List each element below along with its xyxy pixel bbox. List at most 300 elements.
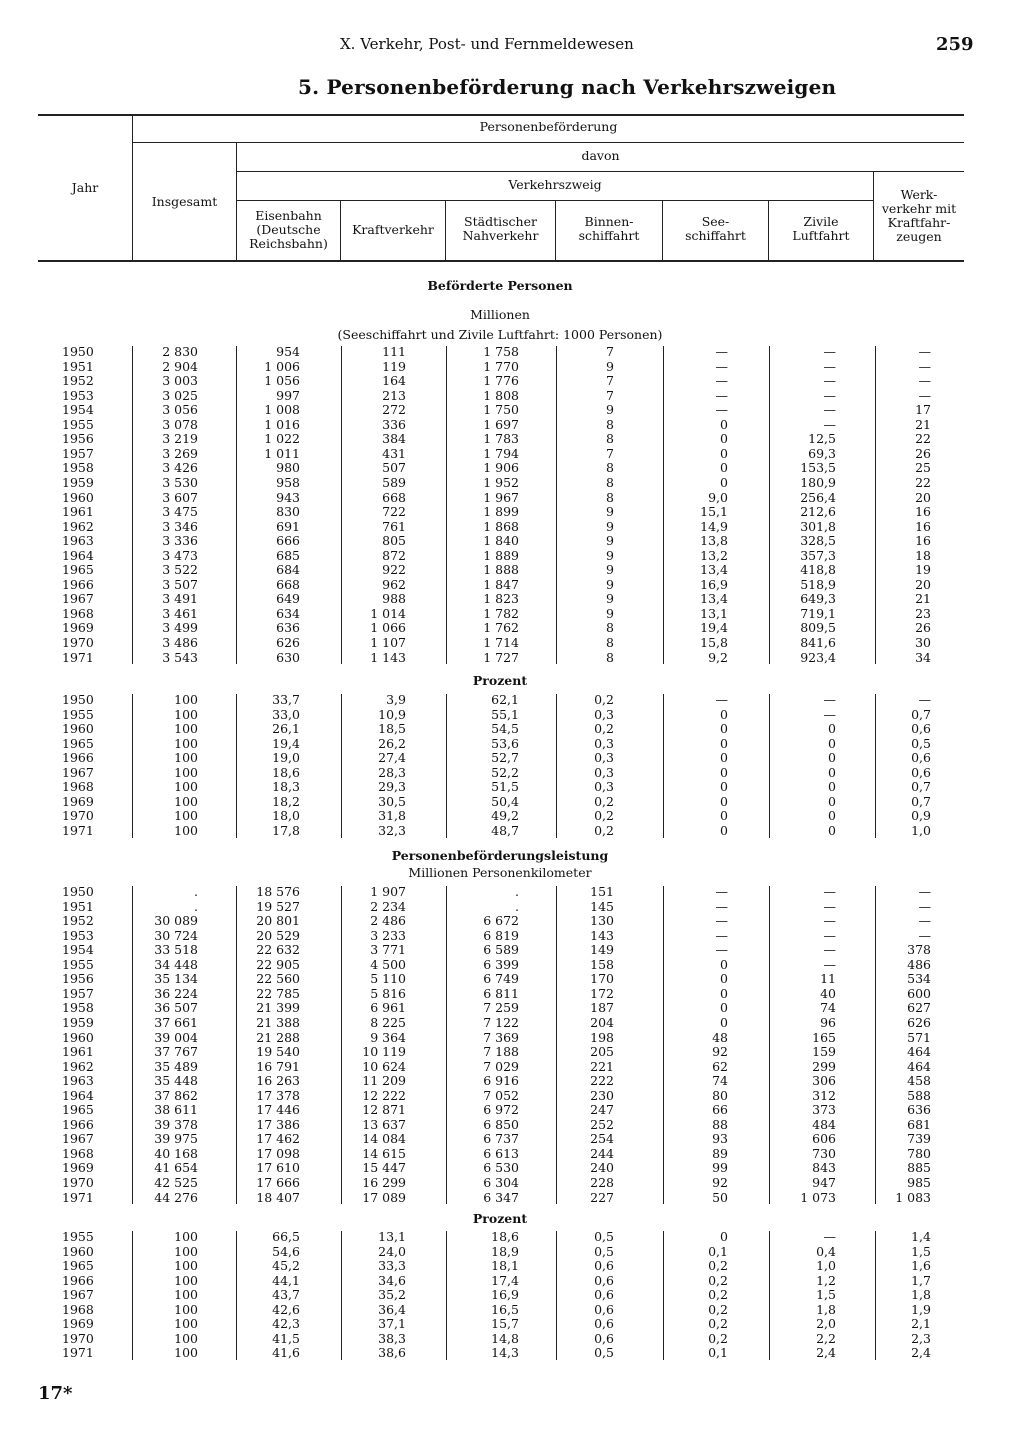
cell-eisenbahn: 636 [276, 620, 300, 636]
cell-eisenbahn: 997 [276, 387, 300, 403]
cell-binnenschiffahrt: 252 [590, 1116, 614, 1132]
column-divider [875, 694, 876, 838]
cell-eisenbahn: 684 [276, 562, 300, 578]
header-insgesamt: Insgesamt [151, 194, 218, 209]
section-unit-personenkilometer: Millionen Personenkilometer [408, 865, 592, 880]
table-header-bottom-rule [38, 260, 964, 262]
cell-seeschiffahrt: 9,0 [708, 489, 728, 505]
cell-eisenbahn: 19 540 [256, 1044, 300, 1060]
cell-seeschiffahrt: 0 [720, 474, 728, 490]
column-divider [875, 346, 876, 664]
column-divider [446, 694, 447, 838]
cell-eisenbahn: 22 785 [256, 985, 300, 1001]
cell-kraftverkehr: 111 [382, 344, 406, 359]
footer-signature: 17* [38, 1383, 73, 1404]
cell-kraftverkehr: 272 [382, 402, 406, 418]
cell-zivile-luftfahrt: 809,5 [800, 620, 836, 636]
cell-kraftverkehr: 1 014 [370, 605, 406, 621]
cell-zivile-luftfahrt: 606 [812, 1131, 836, 1147]
cell-seeschiffahrt: 0 [720, 1000, 728, 1016]
cell-eisenbahn: 17 098 [256, 1145, 300, 1161]
header-kraftverkehr: Kraftverkehr [352, 222, 434, 237]
cell-binnenschiffahrt: 0,6 [594, 1330, 614, 1346]
cell-binnenschiffahrt: 0,3 [594, 750, 614, 766]
cell-seeschiffahrt: 0 [720, 808, 728, 824]
cell-zivile-luftfahrt: 0 [828, 822, 836, 838]
cell-kraftverkehr: 31,8 [378, 808, 406, 824]
table-row [0, 491, 1024, 505]
cell-binnenschiffahrt: 130 [590, 913, 614, 929]
cell-staedtischer-nahverkehr: 14,3 [491, 1345, 519, 1361]
cell-werkverkehr: 626 [907, 1014, 931, 1030]
cell-zivile-luftfahrt: 180,9 [800, 474, 836, 490]
cell-zivile-luftfahrt: 12,5 [808, 431, 836, 447]
cell-insgesamt: 39 004 [154, 1029, 198, 1045]
cell-kraftverkehr: 384 [382, 431, 406, 447]
cell-staedtischer-nahverkehr: 50,4 [491, 793, 519, 809]
cell-kraftverkehr: 38,6 [378, 1345, 406, 1361]
cell-seeschiffahrt: 80 [712, 1087, 728, 1103]
cell-seeschiffahrt: 19,4 [700, 620, 728, 636]
cell-eisenbahn: 20 529 [256, 927, 300, 943]
column-divider [132, 1231, 133, 1360]
cell-staedtischer-nahverkehr: 6 749 [483, 971, 519, 987]
cell-werkverkehr: 1,5 [911, 1243, 931, 1259]
page-number: 259 [936, 34, 974, 55]
cell-kraftverkehr: 13 637 [362, 1116, 406, 1132]
table-row [0, 563, 1024, 577]
column-divider [236, 346, 237, 664]
cell-seeschiffahrt: 88 [712, 1116, 728, 1132]
table-row [0, 1045, 1024, 1059]
table-row [0, 914, 1024, 928]
column-divider [341, 886, 342, 1204]
cell-seeschiffahrt: 0 [720, 706, 728, 722]
header-davon: davon [581, 148, 620, 163]
cell-jahr: 1967 [62, 1287, 94, 1303]
table-row [0, 1060, 1024, 1074]
cell-jahr: 1957 [62, 985, 94, 1001]
cell-werkverkehr: 739 [907, 1131, 931, 1147]
cell-jahr: 1958 [62, 460, 94, 476]
cell-jahr: 1960 [62, 489, 94, 505]
table-row [0, 549, 1024, 563]
cell-seeschiffahrt: 89 [712, 1145, 728, 1161]
table-row [0, 1346, 1024, 1360]
cell-insgesamt: 30 724 [154, 927, 198, 943]
table-row [0, 1274, 1024, 1288]
cell-jahr: 1970 [62, 1330, 94, 1346]
column-divider [769, 1231, 770, 1360]
cell-zivile-luftfahrt: — [823, 692, 836, 707]
cell-eisenbahn: 17 386 [256, 1116, 300, 1132]
cell-werkverkehr: — [918, 344, 931, 359]
cell-jahr: 1955 [62, 956, 94, 972]
cell-jahr: 1953 [62, 927, 94, 943]
cell-seeschiffahrt: 0 [720, 985, 728, 1001]
column-divider [236, 886, 237, 1204]
cell-werkverkehr: 16 [915, 533, 931, 549]
cell-insgesamt: 34 448 [154, 956, 198, 972]
cell-zivile-luftfahrt: 212,6 [800, 504, 836, 520]
cell-kraftverkehr: 668 [382, 489, 406, 505]
column-divider [875, 886, 876, 1204]
cell-staedtischer-nahverkehr: 18,6 [491, 1229, 519, 1244]
cell-staedtischer-nahverkehr: 18,1 [491, 1258, 519, 1274]
cell-binnenschiffahrt: 7 [606, 344, 614, 359]
table-row [0, 360, 1024, 374]
cell-staedtischer-nahverkehr: 6 304 [483, 1175, 519, 1190]
cell-insgesamt: 100 [174, 1258, 198, 1274]
cell-jahr: 1970 [62, 635, 94, 650]
cell-binnenschiffahrt: 151 [590, 884, 614, 899]
cell-jahr: 1956 [62, 431, 94, 447]
cell-staedtischer-nahverkehr: 55,1 [491, 706, 519, 722]
column-divider [663, 694, 664, 838]
cell-insgesamt: 100 [174, 1345, 198, 1361]
cell-jahr: 1960 [62, 721, 94, 737]
cell-kraftverkehr: 4 500 [370, 956, 406, 972]
cell-werkverkehr: — [918, 692, 931, 707]
cell-kraftverkehr: 14 615 [362, 1145, 406, 1161]
cell-kraftverkehr: 11 209 [362, 1073, 406, 1089]
cell-kraftverkehr: 962 [382, 576, 406, 592]
cell-insgesamt: 42 525 [154, 1175, 198, 1190]
table-row [0, 1161, 1024, 1175]
cell-binnenschiffahrt: 0,3 [594, 706, 614, 722]
cell-staedtischer-nahverkehr: 1 794 [483, 445, 519, 461]
column-divider [556, 886, 557, 1204]
table-row [0, 1191, 1024, 1205]
cell-insgesamt: 100 [174, 750, 198, 766]
cell-kraftverkehr: 164 [382, 373, 406, 389]
column-divider [132, 346, 133, 664]
cell-zivile-luftfahrt: 484 [812, 1116, 836, 1132]
cell-insgesamt: 100 [174, 1316, 198, 1332]
column-divider [446, 886, 447, 1204]
cell-zivile-luftfahrt: 1,8 [816, 1301, 836, 1317]
cell-seeschiffahrt: 0,2 [708, 1330, 728, 1346]
cell-jahr: 1952 [62, 913, 94, 929]
cell-werkverkehr: 588 [907, 1087, 931, 1103]
cell-werkverkehr: 34 [915, 649, 931, 665]
cell-zivile-luftfahrt: 256,4 [800, 489, 836, 505]
cell-insgesamt: 3 491 [162, 591, 198, 607]
table-row [0, 885, 1024, 899]
cell-kraftverkehr: 872 [382, 547, 406, 563]
cell-insgesamt: 3 426 [162, 460, 198, 476]
cell-insgesamt: 100 [174, 1243, 198, 1259]
cell-jahr: 1955 [62, 1229, 94, 1244]
cell-zivile-luftfahrt: 0 [828, 793, 836, 809]
cell-jahr: 1965 [62, 735, 94, 751]
cell-jahr: 1966 [62, 576, 94, 592]
cell-kraftverkehr: 26,2 [378, 735, 406, 751]
cell-staedtischer-nahverkehr: 16,9 [491, 1287, 519, 1303]
cell-kraftverkehr: 3 233 [370, 927, 406, 943]
cell-jahr: 1954 [62, 942, 94, 958]
cell-eisenbahn: 17 462 [256, 1131, 300, 1147]
cell-jahr: 1961 [62, 1044, 94, 1060]
table-top-rule [38, 114, 964, 116]
cell-seeschiffahrt: 0 [720, 822, 728, 838]
cell-werkverkehr: 681 [907, 1116, 931, 1132]
cell-binnenschiffahrt: 0,6 [594, 1287, 614, 1303]
cell-seeschiffahrt: 15,8 [700, 635, 728, 650]
cell-zivile-luftfahrt: 0 [828, 735, 836, 751]
table-row [0, 476, 1024, 490]
cell-werkverkehr: — [918, 884, 931, 899]
cell-werkverkehr: 627 [907, 1000, 931, 1016]
cell-jahr: 1955 [62, 706, 94, 722]
cell-werkverkehr: 0,5 [911, 735, 931, 751]
cell-zivile-luftfahrt: — [823, 913, 836, 929]
cell-eisenbahn: 1 056 [264, 373, 300, 389]
cell-seeschiffahrt: 0 [720, 735, 728, 751]
cell-eisenbahn: 19,0 [272, 750, 300, 766]
cell-staedtischer-nahverkehr: 6 530 [483, 1160, 519, 1176]
cell-werkverkehr: 985 [907, 1175, 931, 1190]
column-divider [875, 1231, 876, 1360]
cell-jahr: 1950 [62, 344, 94, 359]
cell-insgesamt: 3 003 [162, 373, 198, 389]
header-divider-jahr [132, 116, 133, 260]
cell-binnenschiffahrt: 230 [590, 1087, 614, 1103]
cell-staedtischer-nahverkehr: 6 972 [483, 1102, 519, 1118]
cell-binnenschiffahrt: 9 [606, 504, 614, 520]
table-row [0, 389, 1024, 403]
cell-staedtischer-nahverkehr: 52,7 [491, 750, 519, 766]
cell-seeschiffahrt: 93 [712, 1131, 728, 1147]
cell-kraftverkehr: 27,4 [378, 750, 406, 766]
cell-kraftverkehr: 431 [382, 445, 406, 461]
cell-jahr: 1966 [62, 750, 94, 766]
cell-staedtischer-nahverkehr: 1 840 [483, 533, 519, 549]
cell-insgesamt: 2 830 [162, 344, 198, 359]
cell-staedtischer-nahverkehr: 1 952 [483, 474, 519, 490]
cell-insgesamt: 3 336 [162, 533, 198, 549]
cell-insgesamt: 3 219 [162, 431, 198, 447]
cell-jahr: 1971 [62, 1189, 94, 1205]
cell-seeschiffahrt: 66 [712, 1102, 728, 1118]
cell-werkverkehr: 21 [915, 416, 931, 432]
column-divider [132, 886, 133, 1204]
cell-staedtischer-nahverkehr: 15,7 [491, 1316, 519, 1332]
cell-seeschiffahrt: 13,4 [700, 591, 728, 607]
table-row [0, 432, 1024, 446]
cell-jahr: 1952 [62, 373, 94, 389]
cell-kraftverkehr: 10,9 [378, 706, 406, 722]
cell-werkverkehr: — [918, 913, 931, 929]
cell-werkverkehr: 486 [907, 956, 931, 972]
cell-jahr: 1953 [62, 387, 94, 403]
header-werkverkehr: Werk- verkehr mit Kraftfahr- zeugen [881, 187, 957, 244]
cell-werkverkehr: 17 [915, 402, 931, 418]
cell-zivile-luftfahrt: 328,5 [800, 533, 836, 549]
cell-seeschiffahrt: 0 [720, 1229, 728, 1244]
cell-insgesamt: 3 607 [162, 489, 198, 505]
cell-kraftverkehr: 3,9 [386, 692, 406, 707]
cell-insgesamt: 35 489 [154, 1058, 198, 1074]
column-divider [769, 886, 770, 1204]
cell-jahr: 1969 [62, 793, 94, 809]
cell-insgesamt: 2 904 [162, 358, 198, 374]
cell-staedtischer-nahverkehr: 1 776 [483, 373, 519, 389]
cell-kraftverkehr: 213 [382, 387, 406, 403]
cell-staedtischer-nahverkehr: 7 188 [483, 1044, 519, 1060]
cell-staedtischer-nahverkehr: 18,9 [491, 1243, 519, 1259]
cell-jahr: 1959 [62, 1014, 94, 1030]
table-row [0, 505, 1024, 519]
cell-eisenbahn: 43,7 [272, 1287, 300, 1303]
cell-insgesamt: . [194, 884, 198, 899]
cell-binnenschiffahrt: 0,3 [594, 779, 614, 795]
cell-jahr: 1961 [62, 504, 94, 520]
cell-kraftverkehr: 9 364 [370, 1029, 406, 1045]
cell-werkverkehr: 1,8 [911, 1287, 931, 1303]
cell-eisenbahn: 1 022 [264, 431, 300, 447]
table-row [0, 1089, 1024, 1103]
cell-werkverkehr: 636 [907, 1102, 931, 1118]
table-row [0, 374, 1024, 388]
cell-binnenschiffahrt: 8 [606, 620, 614, 636]
cell-staedtischer-nahverkehr: 1 847 [483, 576, 519, 592]
cell-binnenschiffahrt: 240 [590, 1160, 614, 1176]
cell-zivile-luftfahrt: 11 [820, 971, 836, 987]
column-divider [556, 1231, 557, 1360]
cell-werkverkehr: — [918, 373, 931, 389]
header-seeschiffahrt: See- schiffahrt [685, 214, 746, 243]
cell-kraftverkehr: 589 [382, 474, 406, 490]
cell-werkverkehr: 2,3 [911, 1330, 931, 1346]
cell-kraftverkehr: 10 119 [362, 1044, 406, 1060]
cell-binnenschiffahrt: 0,6 [594, 1316, 614, 1332]
table-row [0, 607, 1024, 621]
cell-staedtischer-nahverkehr: 16,5 [491, 1301, 519, 1317]
cell-insgesamt: 3 473 [162, 547, 198, 563]
cell-binnenschiffahrt: 244 [590, 1145, 614, 1161]
cell-insgesamt: 33 518 [154, 942, 198, 958]
cell-seeschiffahrt: — [715, 942, 728, 958]
cell-insgesamt: 3 025 [162, 387, 198, 403]
cell-jahr: 1968 [62, 605, 94, 621]
cell-staedtischer-nahverkehr: 1 758 [483, 344, 519, 359]
cell-kraftverkehr: 29,3 [378, 779, 406, 795]
cell-kraftverkehr: 2 234 [370, 898, 406, 914]
cell-seeschiffahrt: 9,2 [708, 649, 728, 665]
table-row [0, 900, 1024, 914]
cell-werkverkehr: 1,7 [911, 1272, 931, 1288]
cell-staedtischer-nahverkehr: 1 888 [483, 562, 519, 578]
cell-insgesamt: 38 611 [154, 1102, 198, 1118]
cell-jahr: 1960 [62, 1243, 94, 1259]
cell-kraftverkehr: 922 [382, 562, 406, 578]
cell-zivile-luftfahrt: 165 [812, 1029, 836, 1045]
cell-eisenbahn: 42,3 [272, 1316, 300, 1332]
cell-werkverkehr: 534 [907, 971, 931, 987]
cell-eisenbahn: 943 [276, 489, 300, 505]
table-row [0, 534, 1024, 548]
cell-eisenbahn: 21 288 [256, 1029, 300, 1045]
table-row [0, 708, 1024, 722]
cell-kraftverkehr: 1 107 [370, 635, 406, 650]
cell-binnenschiffahrt: 8 [606, 474, 614, 490]
table-row [0, 1103, 1024, 1117]
cell-jahr: 1971 [62, 1345, 94, 1361]
cell-staedtischer-nahverkehr: 6 811 [483, 985, 519, 1001]
cell-binnenschiffahrt: 0,5 [594, 1243, 614, 1259]
table-row [0, 766, 1024, 780]
column-divider [236, 1231, 237, 1360]
table-row [0, 418, 1024, 432]
cell-eisenbahn: 19 527 [256, 898, 300, 914]
cell-eisenbahn: 18,6 [272, 764, 300, 780]
column-divider [341, 1231, 342, 1360]
cell-binnenschiffahrt: 8 [606, 649, 614, 665]
cell-werkverkehr: 1,0 [911, 822, 931, 838]
cell-werkverkehr: 571 [907, 1029, 931, 1045]
cell-insgesamt: 35 134 [154, 971, 198, 987]
cell-werkverkehr: 458 [907, 1073, 931, 1089]
table-row [0, 636, 1024, 650]
cell-kraftverkehr: 12 222 [362, 1087, 406, 1103]
cell-kraftverkehr: 5 110 [370, 971, 406, 987]
cell-insgesamt: 36 507 [154, 1000, 198, 1016]
cell-zivile-luftfahrt: 159 [812, 1044, 836, 1060]
cell-eisenbahn: 18,2 [272, 793, 300, 809]
cell-seeschiffahrt: 92 [712, 1175, 728, 1190]
column-divider [769, 346, 770, 664]
cell-kraftverkehr: 12 871 [362, 1102, 406, 1118]
cell-zivile-luftfahrt: 2,0 [816, 1316, 836, 1332]
cell-insgesamt: 3 543 [162, 649, 198, 665]
cell-jahr: 1966 [62, 1116, 94, 1132]
cell-jahr: 1967 [62, 591, 94, 607]
header-staedtischer-nahverkehr: Städtischer Nahverkehr [462, 214, 539, 243]
cell-zivile-luftfahrt: 1,5 [816, 1287, 836, 1303]
column-divider [556, 694, 557, 838]
cell-insgesamt: 100 [174, 822, 198, 838]
cell-seeschiffahrt: 0 [720, 971, 728, 987]
cell-jahr: 1969 [62, 620, 94, 636]
cell-zivile-luftfahrt: 649,3 [800, 591, 836, 607]
header-eisenbahn: Eisenbahn (Deutsche Reichsbahn) [249, 208, 328, 251]
cell-werkverkehr: 885 [907, 1160, 931, 1176]
cell-kraftverkehr: 1 143 [370, 649, 406, 665]
cell-seeschiffahrt: — [715, 913, 728, 929]
cell-eisenbahn: 22 560 [256, 971, 300, 987]
table-row [0, 824, 1024, 838]
cell-seeschiffahrt: 0,1 [708, 1243, 728, 1259]
cell-seeschiffahrt: 13,4 [700, 562, 728, 578]
section-personenbefoerderungsleistung: Personenbeförderungsleistung [391, 848, 609, 863]
cell-insgesamt: 100 [174, 1330, 198, 1346]
cell-eisenbahn: 21 399 [256, 1000, 300, 1016]
cell-zivile-luftfahrt: 2,4 [816, 1345, 836, 1361]
cell-binnenschiffahrt: 247 [590, 1102, 614, 1118]
cell-kraftverkehr: 14 084 [362, 1131, 406, 1147]
cell-binnenschiffahrt: 149 [590, 942, 614, 958]
header-rule-1 [133, 142, 964, 143]
column-divider [663, 886, 664, 1204]
table-row [0, 1001, 1024, 1015]
cell-binnenschiffahrt: 7 [606, 373, 614, 389]
cell-zivile-luftfahrt: 518,9 [800, 576, 836, 592]
table-row [0, 461, 1024, 475]
cell-staedtischer-nahverkehr: 1 823 [483, 591, 519, 607]
cell-staedtischer-nahverkehr: 6 737 [483, 1131, 519, 1147]
table-row [0, 780, 1024, 794]
